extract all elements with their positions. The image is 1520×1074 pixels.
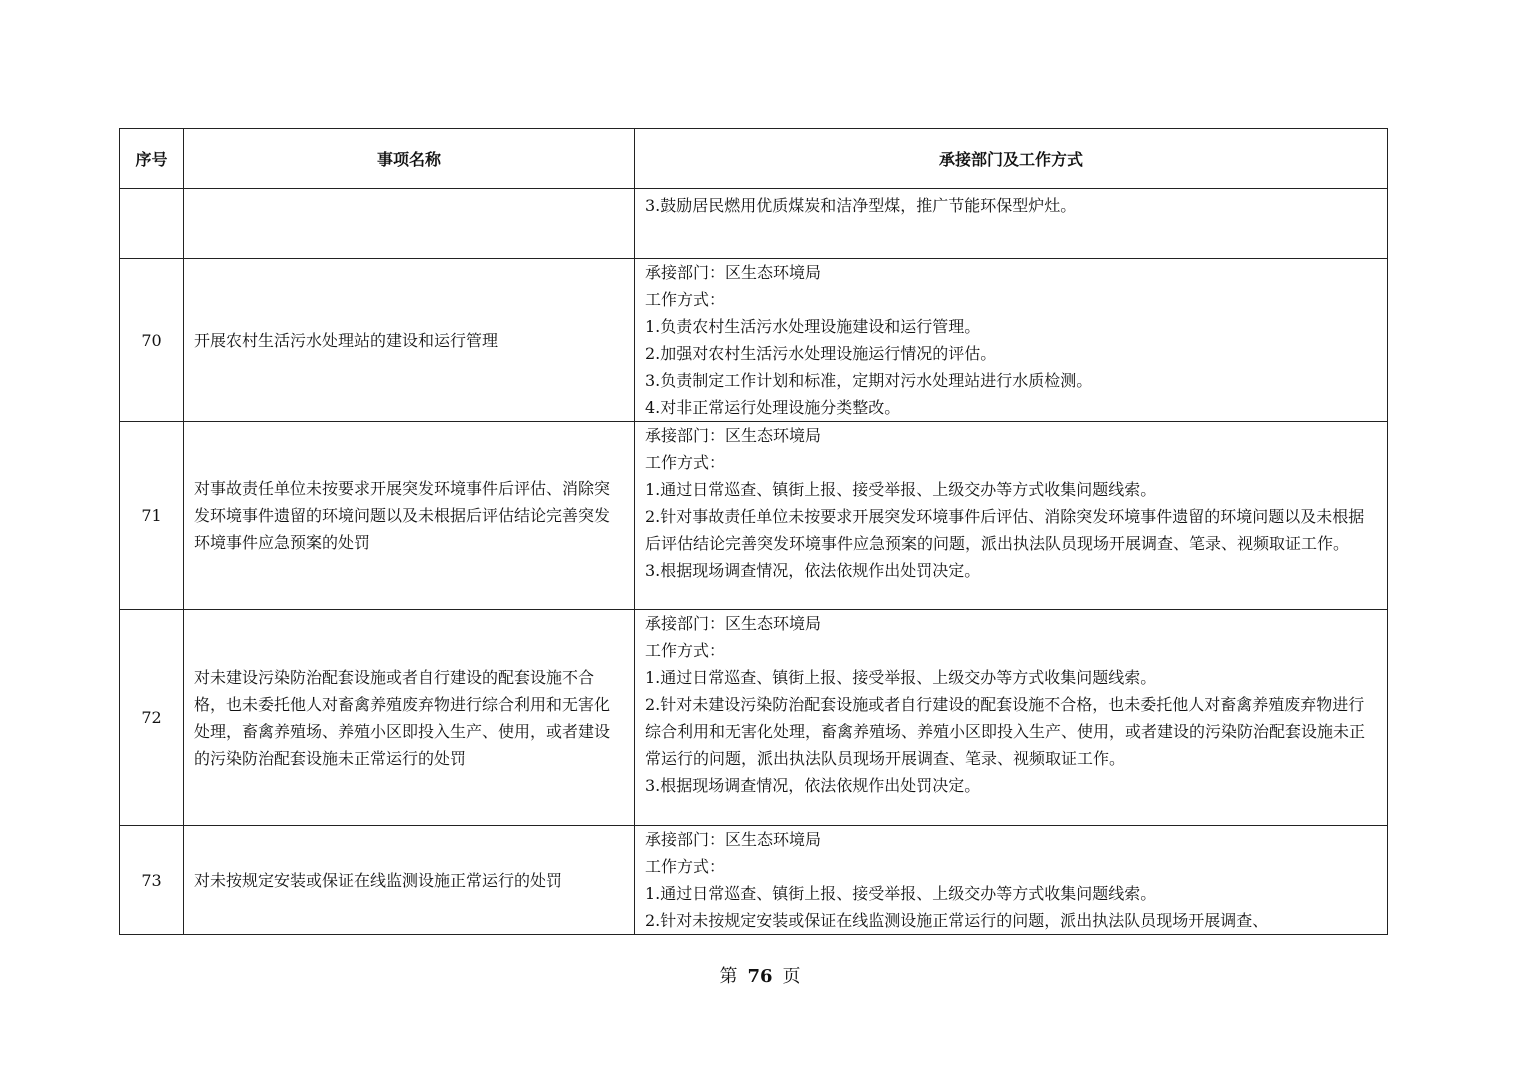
row-number: 73	[120, 826, 184, 935]
method-heading: 工作方式：	[645, 290, 726, 309]
table-row	[120, 826, 1388, 935]
method-line: 1.负责农村生活污水处理设施建设和运行管理。	[645, 317, 981, 336]
method-line: 2.针对事故责任单位未按要求开展突发环境事件后评估、消除突发环境事件遗留的环境问题以及未根据后评估结论完善突发环境事件应急预案的问题，派出执法队员现场开展调查、笔录、视频取证工作。	[645, 507, 1365, 553]
department-line: 承接部门：区生态环境局	[645, 830, 822, 849]
table-row	[120, 259, 1388, 422]
row-number: 72	[120, 610, 184, 826]
header-row	[120, 129, 1388, 189]
method-line: 1.通过日常巡查、镇街上报、接受举报、上级交办等方式收集问题线索。	[645, 668, 1157, 687]
department-line: 承接部门：区生态环境局	[645, 614, 822, 633]
page-number-prefix: 第	[719, 966, 738, 987]
row-item-name	[184, 189, 635, 259]
method-line: 2.针对未建设污染防治配套设施或者自行建设的配套设施不合格，也未委托他人对畜禽养殖废弃物进行综合利用和无害化处理，畜禽养殖场、养殖小区即投入生产、使用，或者建设的污染防治配套设施未正常运行的问题，派出执法队员现场开展调查、笔录、视频取证工作。	[645, 695, 1366, 768]
method-line: 3.负责制定工作计划和标准，定期对污水处理站进行水质检测。	[645, 371, 1093, 390]
method-line: 4.对非正常运行处理设施分类整改。	[645, 398, 901, 417]
method-line: 1.通过日常巡查、镇街上报、接受举报、上级交办等方式收集问题线索。	[645, 884, 1157, 903]
method-line: 1.通过日常巡查、镇街上报、接受举报、上级交办等方式收集问题线索。	[645, 480, 1157, 499]
page-number-value: 76	[747, 966, 773, 987]
department-line: 承接部门：区生态环境局	[645, 263, 822, 282]
page-number	[0, 962, 1520, 988]
method-line: 3.根据现场调查情况，依法依规作出处罚决定。	[645, 561, 981, 580]
method-heading: 工作方式：	[645, 453, 726, 472]
table-row	[120, 610, 1388, 826]
row-department-method	[635, 422, 1388, 610]
row-number: 70	[120, 259, 184, 422]
row-item-name: 对事故责任单位未按要求开展突发环境事件后评估、消除突发环境事件遗留的环境问题以及未根据后评估结论完善突发环境事件应急预案的处罚	[184, 422, 635, 610]
header-department-method: 承接部门及工作方式	[635, 129, 1388, 189]
header-serial-number: 序号	[120, 129, 184, 189]
table-row	[120, 189, 1388, 259]
method-heading: 工作方式：	[645, 641, 726, 660]
page-number-suffix: 页	[782, 966, 801, 987]
row-item-name: 开展农村生活污水处理站的建设和运行管理	[184, 259, 635, 422]
row-item-name: 对未建设污染防治配套设施或者自行建设的配套设施不合格，也未委托他人对畜禽养殖废弃物进行综合利用和无害化处理，畜禽养殖场、养殖小区即投入生产、使用，或者建设的污染防治配套设施未正常运行的处罚	[184, 610, 635, 826]
row-department-method	[635, 259, 1388, 422]
row-number	[120, 189, 184, 259]
row-item-name: 对未按规定安装或保证在线监测设施正常运行的处罚	[184, 826, 635, 935]
table-row	[120, 422, 1388, 610]
row-department-method	[635, 610, 1388, 826]
row-department-method	[635, 826, 1388, 935]
row-department-method	[635, 189, 1388, 259]
department-line: 承接部门：区生态环境局	[645, 426, 822, 445]
method-heading: 工作方式：	[645, 857, 726, 876]
method-line: 2.加强对农村生活污水处理设施运行情况的评估。	[645, 344, 997, 363]
method-line: 3.鼓励居民燃用优质煤炭和洁净型煤，推广节能环保型炉灶。	[645, 196, 1077, 215]
method-line: 2.针对未按规定安装或保证在线监测设施正常运行的问题，派出执法队员现场开展调查、	[645, 911, 1269, 930]
header-item-name: 事项名称	[184, 129, 635, 189]
row-number: 71	[120, 422, 184, 610]
items-table	[119, 128, 1388, 935]
method-line: 3.根据现场调查情况，依法依规作出处罚决定。	[645, 776, 981, 795]
